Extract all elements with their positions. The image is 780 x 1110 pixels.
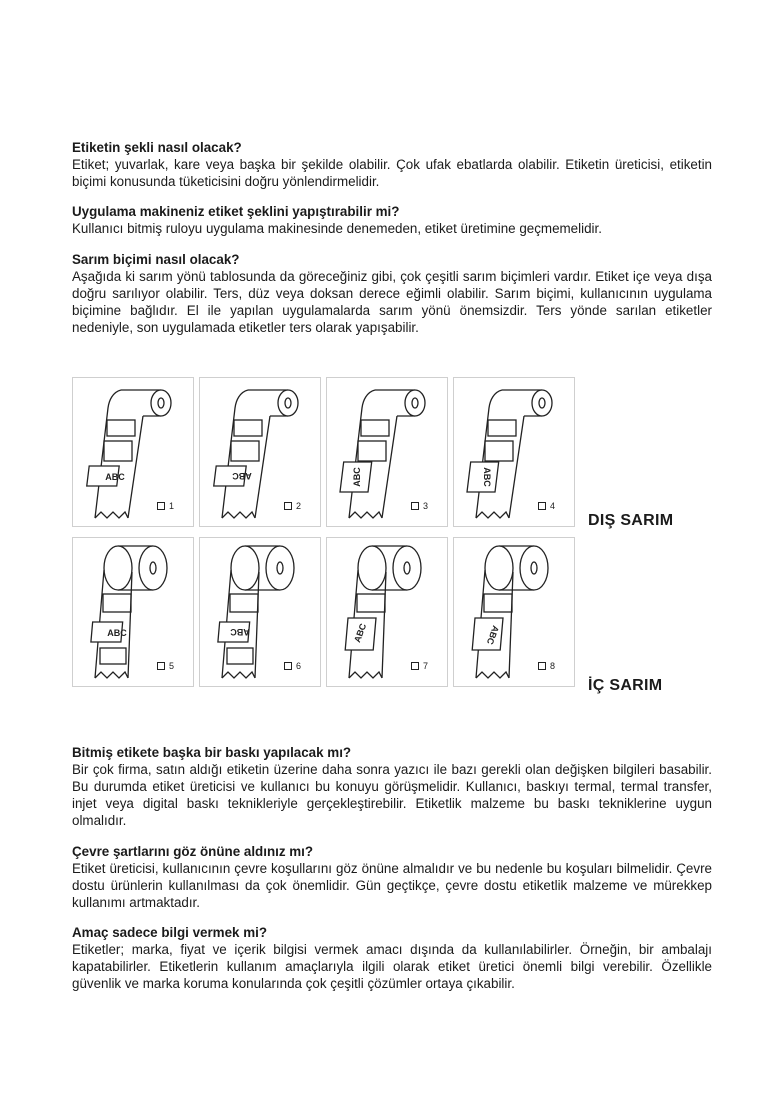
winding-cell-4 bbox=[453, 377, 575, 527]
label-text: ABC bbox=[105, 472, 125, 482]
section-purpose bbox=[72, 924, 712, 992]
winding-cell-3 bbox=[326, 377, 448, 527]
section-body: Etiketler; marka, fiyat ve içerik bilgisi vermek amacı dışında da kullanılabilirler. Örneğin, bir ambalajı kapatabilirler. Etiketlerin kullanım amaçlarıyla ilgili olarak etiket üretici önemli bilgi verebilir. Özellikle güvenlik ve marka koruma konularında çok çeşitli çözümler ortaya çıkabilir. bbox=[72, 942, 712, 991]
roll-label-illustration bbox=[454, 378, 576, 528]
section-label-shape bbox=[72, 139, 712, 190]
winding-number: 7 bbox=[423, 661, 429, 671]
winding-checkbox[interactable] bbox=[284, 502, 292, 510]
section-body: Aşağıda ki sarım yönü tablosunda da göreceğiniz gibi, çok çeşitli sarım biçimleri vardır. Etiket içe veya dışa doğru sarılıyor olabilir. Ters, düz veya doksan derece eğimli olabilir. Sarım biçimi, kullanıcının uygulama biçimine bağlıdır. El ile yapılan uygulamalarda sarım yönü önemsizdir. Ters yönde sarılan etiketler nedeniyle, son uygulamada etiketler ters olarak yapışabilir. bbox=[72, 269, 712, 335]
winding-checkbox[interactable] bbox=[157, 662, 165, 670]
section-body: Bir çok firma, satın aldığı etiketin üzerine daha sonra yazıcı ile bazı gerekli olan değişken bilgileri basabilir. Bu durumda etiket üreticisi ve kullanıcı bu konuyu görüşmelidir. Kullanıcı, baskıyı termal, termal transfer, injet veya digital baskı teknikleriyle gerçekleştirebilir. Etiketlik malzeme bu baskı tekniklerine uygun olmalıdır. bbox=[72, 762, 712, 828]
winding-number: 4 bbox=[550, 501, 556, 511]
label-text: ABC bbox=[230, 627, 250, 637]
section-title: Uygulama makineniz etiket şeklini yapıştırabilir mi? bbox=[72, 204, 400, 219]
winding-checkbox[interactable] bbox=[538, 502, 546, 510]
winding-cell-7 bbox=[326, 537, 448, 687]
section-winding bbox=[72, 251, 712, 336]
roll-label-illustration bbox=[200, 538, 322, 688]
label-text: ABC bbox=[352, 622, 369, 644]
section-title: Çevre şartlarını göz önüne aldınız mı? bbox=[72, 844, 314, 859]
label-text: ABC bbox=[232, 471, 252, 481]
roll-label-illustration bbox=[73, 538, 195, 688]
section-title: Amaç sadece bilgi vermek mi? bbox=[72, 925, 268, 940]
label-text: ABC bbox=[107, 628, 127, 638]
winding-number: 3 bbox=[423, 501, 429, 511]
winding-number: 2 bbox=[296, 501, 302, 511]
section-title: Sarım biçimi nasıl olacak? bbox=[72, 252, 240, 267]
winding-checkbox[interactable] bbox=[157, 502, 165, 510]
section-title: Etiketin şekli nasıl olacak? bbox=[72, 140, 242, 155]
section-title: Bitmiş etikete başka bir baskı yapılacak mı? bbox=[72, 745, 352, 760]
label-text: ABC bbox=[352, 467, 362, 487]
roll-label-illustration bbox=[327, 538, 449, 688]
winding-checkbox[interactable] bbox=[538, 662, 546, 670]
roll-label-illustration bbox=[73, 378, 195, 528]
winding-checkbox[interactable] bbox=[411, 502, 419, 510]
roll-label-illustration bbox=[454, 538, 576, 688]
winding-checkbox[interactable] bbox=[284, 662, 292, 670]
winding-cell-5 bbox=[72, 537, 194, 687]
winding-number: 1 bbox=[169, 501, 175, 511]
roll-label-illustration bbox=[327, 378, 449, 528]
inner-winding-label: İÇ SARIM bbox=[588, 677, 663, 694]
section-environment bbox=[72, 843, 712, 911]
roll-label-illustration bbox=[200, 378, 322, 528]
label-text: ABC bbox=[482, 467, 492, 487]
winding-cell-2 bbox=[199, 377, 321, 527]
outer-winding-label: DIŞ SARIM bbox=[588, 512, 674, 529]
section-body: Etiket; yuvarlak, kare veya başka bir şekilde olabilir. Çok ufak ebatlarda olabilir. Etiketin üreticisi, etiketin biçimi konusunda tüketicisini doğru yönlendirmelidir. bbox=[72, 157, 712, 189]
section-applicator bbox=[72, 203, 712, 237]
winding-number: 8 bbox=[550, 661, 556, 671]
winding-cell-1 bbox=[72, 377, 194, 527]
section-body: Etiket üreticisi, kullanıcının çevre koşullarını göz önüne almalıdır ve bu nedenle bu koşuları bilmelidir. Çevre dostu ürünlerin kullanılması da çok önemlidir. Gün geçtikçe, çevre dostu etiketlik malzeme ve mürekkep kullanımı artmaktadır. bbox=[72, 861, 712, 910]
winding-cell-8 bbox=[453, 537, 575, 687]
winding-number: 6 bbox=[296, 661, 302, 671]
winding-direction-table bbox=[72, 377, 582, 697]
winding-number: 5 bbox=[169, 661, 175, 671]
winding-checkbox[interactable] bbox=[411, 662, 419, 670]
section-extra-print bbox=[72, 744, 712, 829]
winding-cell-6 bbox=[199, 537, 321, 687]
label-text: ABC bbox=[484, 624, 501, 646]
section-body: Kullanıcı bitmiş ruloyu uygulama makinesinde denemeden, etiket üretimine geçmemelidir. bbox=[72, 221, 602, 236]
